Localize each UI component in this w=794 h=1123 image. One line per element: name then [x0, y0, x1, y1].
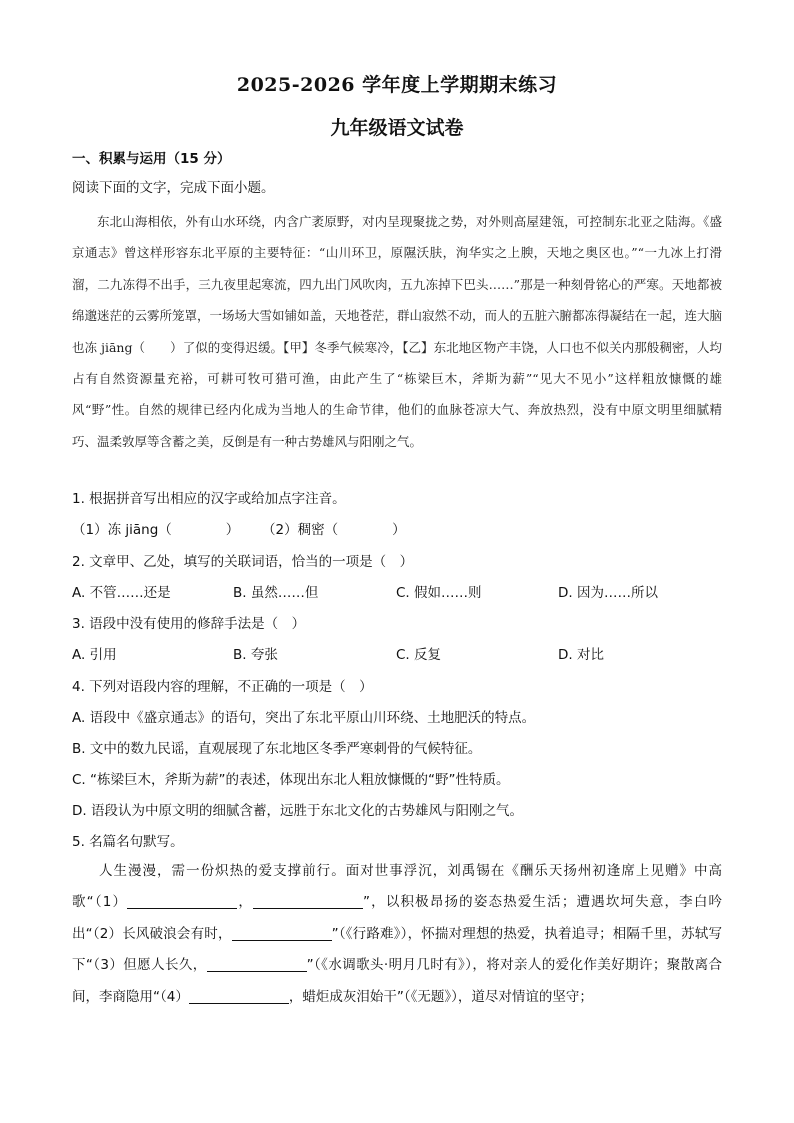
- question-4-option-b: B. 文中的数九民谣，直观展现了东北地区冬季严寒刺骨的气候特征。: [72, 741, 482, 757]
- reading-instruction: 阅读下面的文字，完成下面小题。: [72, 180, 275, 196]
- q5-text-6: ，蜡炬成灰泪始干”（《无题》），道尽对情谊的坚守；: [288, 988, 593, 1005]
- question-3-option-d: D. 对比: [558, 647, 604, 663]
- exam-subtitle: 九年级语文试卷: [330, 117, 464, 139]
- question-2-stem: 2. 文章甲、乙处，填写的关联词语，恰当的一项是（ ）: [72, 554, 414, 570]
- answer-blank-4[interactable]: [189, 989, 289, 1004]
- answer-blank-3[interactable]: [207, 957, 307, 972]
- reading-passage: 东北山海相依，外有山水环绕，内含广袤原野，对内呈现聚拢之势，对外则高屋建瓴，可控制东北亚之陆海。《盛京通志》曾这样形容东北平原的主要特征：“山川环卫，原隰沃肤，洵华实之上腴，天地之奥区也。”“一九冰上打滑溜，二九冻得不出手，三九夜里起寒流，四九出门风吹肉，五九冻掉下巴头……”那是一种刻骨铭心的严寒。天地都被绵邈迷茫的云雾所笼罩，一场场大雪如铺如盖，天地苍茫，群山寂然不动，而人的五脏六腑都冻得凝结在一起，连大脑也冻 jiāng（ ）了似的变得迟缓。【甲】冬季气候寒冷，【乙】东北地区物产丰饶，人口也不似关内那般稠密，人均占有自然资源量充裕，可耕可牧可猎可渔，由此产生了“栋梁巨木，斧斯为薪”“见大不见小”这样粗放慷慨的雄风“野”性。自然的规律已经内化成为当地人的生命节律，他们的血脉苍凉大气、奔放热烈，没有中原文明里细腻精巧、温柔敦厚等含蓄之美，反倒是有一种古势雄风与阳刚之气。: [72, 214, 723, 449]
- question-3-option-a: A. 引用: [72, 647, 117, 663]
- question-2-option-b: B. 虽然……但: [233, 585, 319, 601]
- q5-text-1: 人生漫漫，需一份炽热的爱支撑前行。面对世事浮沉，刘禹锡在《酬乐天扬州初逢席上见赠》中高歌“（1）: [72, 863, 722, 911]
- question-1-part-1: （1）冻 jiāng（ ）: [72, 522, 240, 538]
- answer-blank-2[interactable]: [232, 926, 332, 941]
- question-4-option-d: D. 语段认为中原文明的细腻含蓄，远胜于东北文化的古势雄风与阳刚之气。: [72, 803, 523, 819]
- question-2-option-c: C. 假如……则: [396, 585, 482, 601]
- answer-blank-1b[interactable]: [253, 894, 363, 909]
- q5-text-5: ”（《水调歌头·明月几时有》），将对亲人的爱化作美好期许；聚散离合间，李商隐用“（4）: [72, 957, 722, 1005]
- question-1-stem: 1. 根据拼音写出相应的汉字或给加点字注音。: [72, 491, 346, 507]
- q5-text-4: ”（《行路难》），怀揣对理想的热爱，执着追寻；相隔千里，苏轼写下“（3）但愿人长久，: [72, 925, 722, 974]
- question-2-option-a: A. 不管……还是: [72, 585, 171, 601]
- q5-text-2: ，: [237, 894, 254, 911]
- question-5-passage: [72, 856, 722, 1013]
- q5-text-3: ”，以积极昂扬的姿态热爱生活；遭遇坎坷失意，李白吟出“（2）长风破浪会有时，: [72, 894, 723, 942]
- question-4-option-c: C. “栋梁巨木，斧斯为薪”的表述，体现出东北人粗放慷慨的“野”性特质。: [72, 772, 510, 788]
- section-heading: 一、积累与运用（15 分）: [72, 151, 231, 167]
- question-4-stem: 4. 下列对语段内容的理解，不正确的一项是（ ）: [72, 679, 373, 695]
- answer-blank-1a[interactable]: [127, 894, 237, 909]
- question-3-option-c: C. 反复: [396, 647, 442, 663]
- question-3-option-b: B. 夸张: [233, 647, 278, 663]
- question-1-part-2: （2）稠密（ ）: [262, 522, 406, 538]
- question-2-option-d: D. 因为……所以: [558, 585, 658, 601]
- question-5-stem: 5. 名篇名句默写。: [72, 834, 184, 850]
- exam-title: 2025-2026 学年度上学期期末练习: [236, 74, 558, 96]
- question-4-option-a: A. 语段中《盛京通志》的语句，突出了东北平原山川环绕、土地肥沃的特点。: [72, 710, 536, 726]
- question-3-stem: 3. 语段中没有使用的修辞手法是（ ）: [72, 616, 306, 632]
